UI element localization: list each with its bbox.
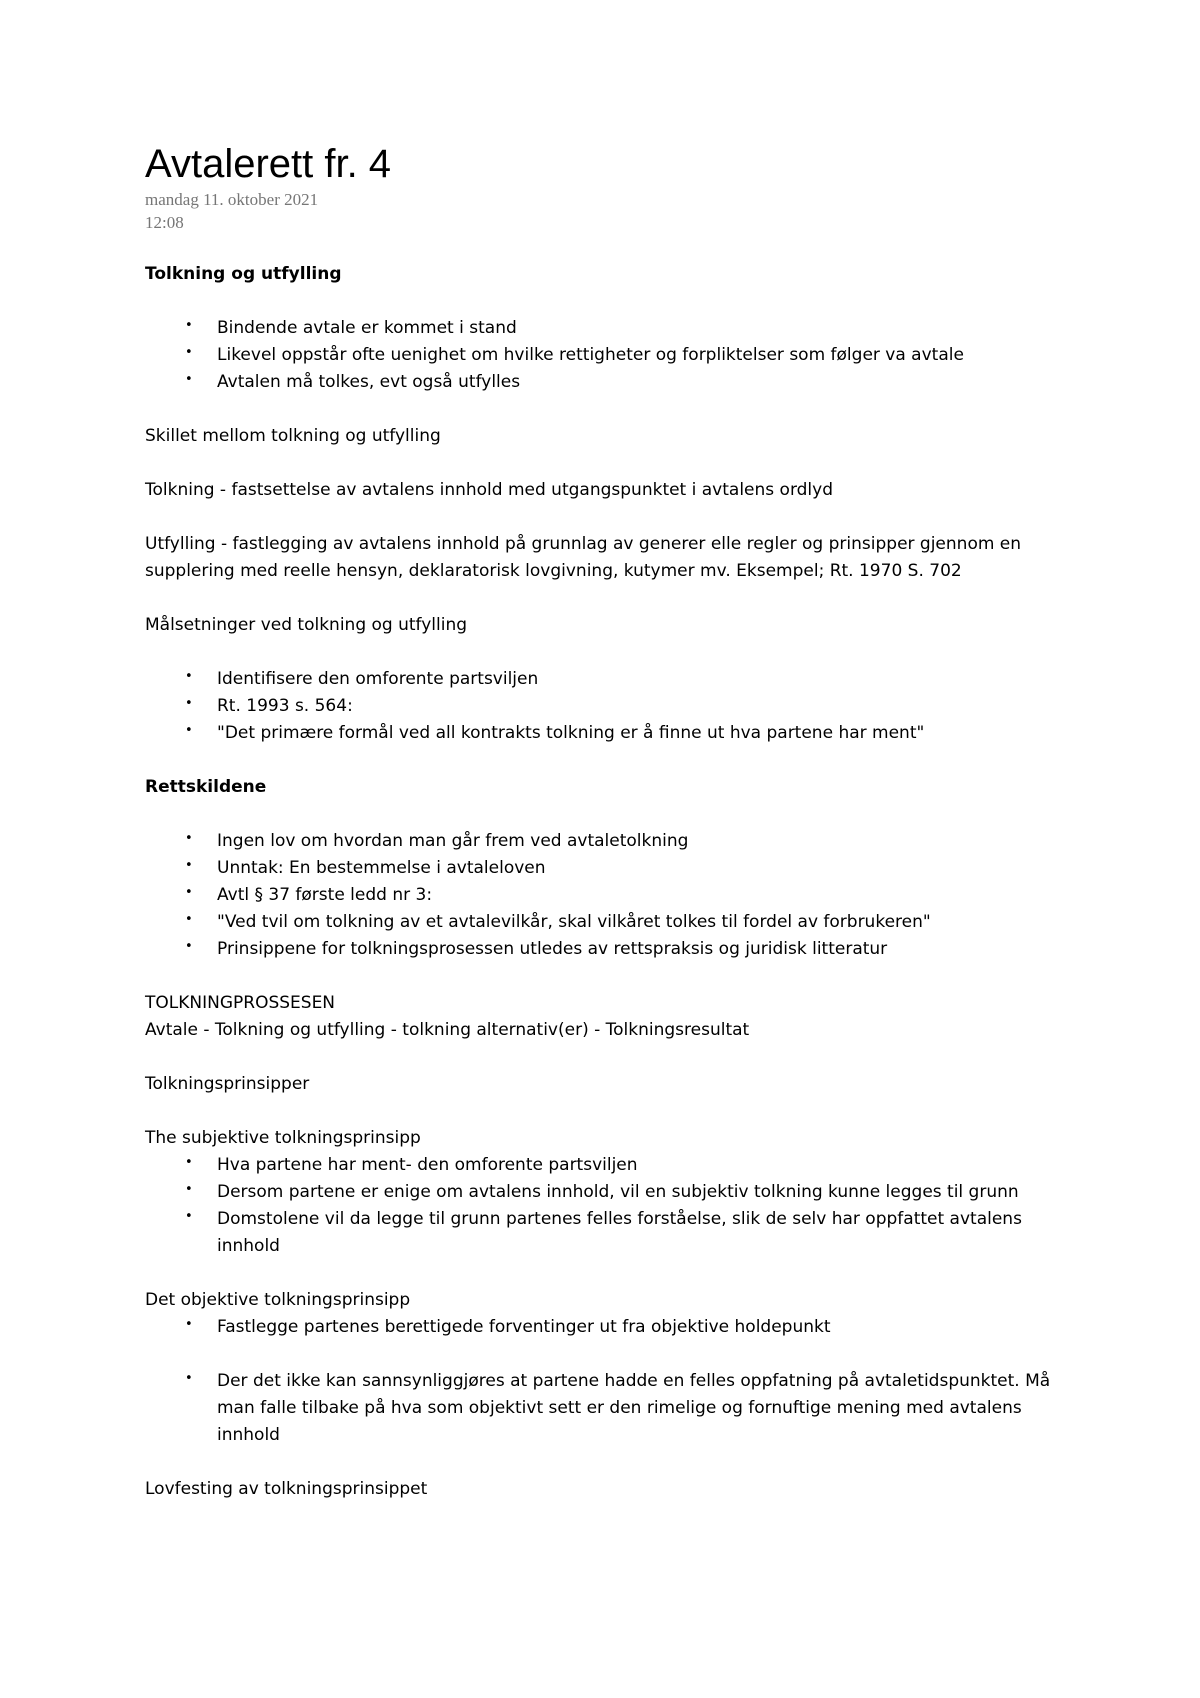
bullet-icon: • [185, 1371, 193, 1386]
section-heading-rettskildene: Rettskildene [145, 777, 267, 797]
bullet-list-4 [145, 1152, 1085, 1260]
bullet-icon: • [185, 831, 193, 846]
bullet-icon: • [185, 1182, 193, 1197]
note-date: mandag 11. oktober 2021 [145, 190, 319, 209]
paragraph-skillet: Skillet mellom tolkning og utfylling [145, 426, 441, 446]
list-item: • Ingen lov om hvordan man går frem ved avtaletolkning [145, 828, 1085, 855]
bullet-icon: • [185, 1317, 193, 1332]
list-item: • Dersom partene er enige om avtalens innhold, vil en subjektiv tolkning kunne legges til grunn [145, 1179, 1085, 1206]
bullet-icon: • [185, 669, 193, 684]
bullet-list-2 [145, 666, 1085, 747]
paragraph-utfylling: Utfylling - fastlegging av avtalens innhold på grunnlag av generer elle regler og prinsipper gjennom en supplering med reelle hensyn, deklaratorisk lovgivning, kutymer mv. Eksempel; Rt. 1970 S. 702 [145, 534, 1022, 581]
list-item: • Rt. 1993 s. 564: [145, 693, 1085, 720]
note-page [145, 140, 1085, 1503]
list-spacer [145, 1341, 1085, 1368]
paragraph-prinsipper: Tolkningsprinsipper [145, 1074, 310, 1094]
list-item: • Avtl § 37 første ledd nr 3: [145, 882, 1085, 909]
bullet-icon: • [185, 696, 193, 711]
list-item: • Avtalen må tolkes, evt også utfylles [145, 369, 1085, 396]
list-item: • Identifisere den omforente partsviljen [145, 666, 1085, 693]
paragraph-objektive: Det objektive tolkningsprinsipp [145, 1290, 411, 1310]
list-item: • "Ved tvil om tolkning av et avtalevilkår, skal vilkåret tolkes til fordel av forbrukeren" [145, 909, 1085, 936]
paragraph-malsetninger: Målsetninger ved tolkning og utfylling [145, 615, 468, 635]
bullet-icon: • [185, 858, 193, 873]
bullet-icon: • [185, 1155, 193, 1170]
bullet-list-5 [145, 1314, 1085, 1449]
bullet-icon: • [185, 1209, 193, 1224]
list-item: • "Det primære formål ved all kontrakts tolkning er å finne ut hva partene har ment" [145, 720, 1085, 747]
bullet-icon: • [185, 318, 193, 333]
list-item: • Likevel oppstår ofte uenighet om hvilke rettigheter og forpliktelser som følger va avtale [145, 342, 1085, 369]
note-time: 12:08 [145, 213, 184, 232]
list-item: • Domstolene vil da legge til grunn partenes felles forståelse, slik de selv har oppfattet avtalens innhold [145, 1206, 1085, 1260]
paragraph-lovfesting: Lovfesting av tolkningsprinsippet [145, 1479, 428, 1499]
bullet-icon: • [185, 912, 193, 927]
bullet-list-3 [145, 828, 1085, 963]
list-item: • Unntak: En bestemmelse i avtaleloven [145, 855, 1085, 882]
section-heading-tolkning-og-utfylling: Tolkning og utfylling [145, 264, 342, 284]
bullet-icon: • [185, 345, 193, 360]
bullet-icon: • [185, 372, 193, 387]
list-item: • Fastlegge partenes berettigede forventinger ut fra objektive holdepunkt [145, 1314, 1085, 1341]
bullet-icon: • [185, 723, 193, 738]
bullet-list-1 [145, 315, 1085, 396]
list-item: • Prinsippene for tolkningsprosessen utledes av rettspraksis og juridisk litteratur [145, 936, 1085, 963]
list-item: • Der det ikke kan sannsynliggjøres at partene hadde en felles oppfatning på avtaletidspunktet. Må man falle tilbake på hva som objektivt sett er den rimelige og fornuftige mening med avtalens innhold [145, 1368, 1085, 1449]
paragraph-prosess-heading: TOLKNINGPROSSESEN [145, 993, 336, 1013]
paragraph-tolkning: Tolkning - fastsettelse av avtalens innhold med utgangspunktet i avtalens ordlyd [145, 480, 833, 500]
bullet-icon: • [185, 885, 193, 900]
paragraph-prosess: Avtale - Tolkning og utfylling - tolkning alternativ(er) - Tolkningsresultat [145, 1020, 750, 1040]
paragraph-subjektive: The subjektive tolkningsprinsipp [145, 1128, 421, 1148]
bullet-icon: • [185, 939, 193, 954]
page-title: Avtalerett fr. 4 [145, 142, 392, 186]
list-item: • Bindende avtale er kommet i stand [145, 315, 1085, 342]
list-item: • Hva partene har ment- den omforente partsviljen [145, 1152, 1085, 1179]
